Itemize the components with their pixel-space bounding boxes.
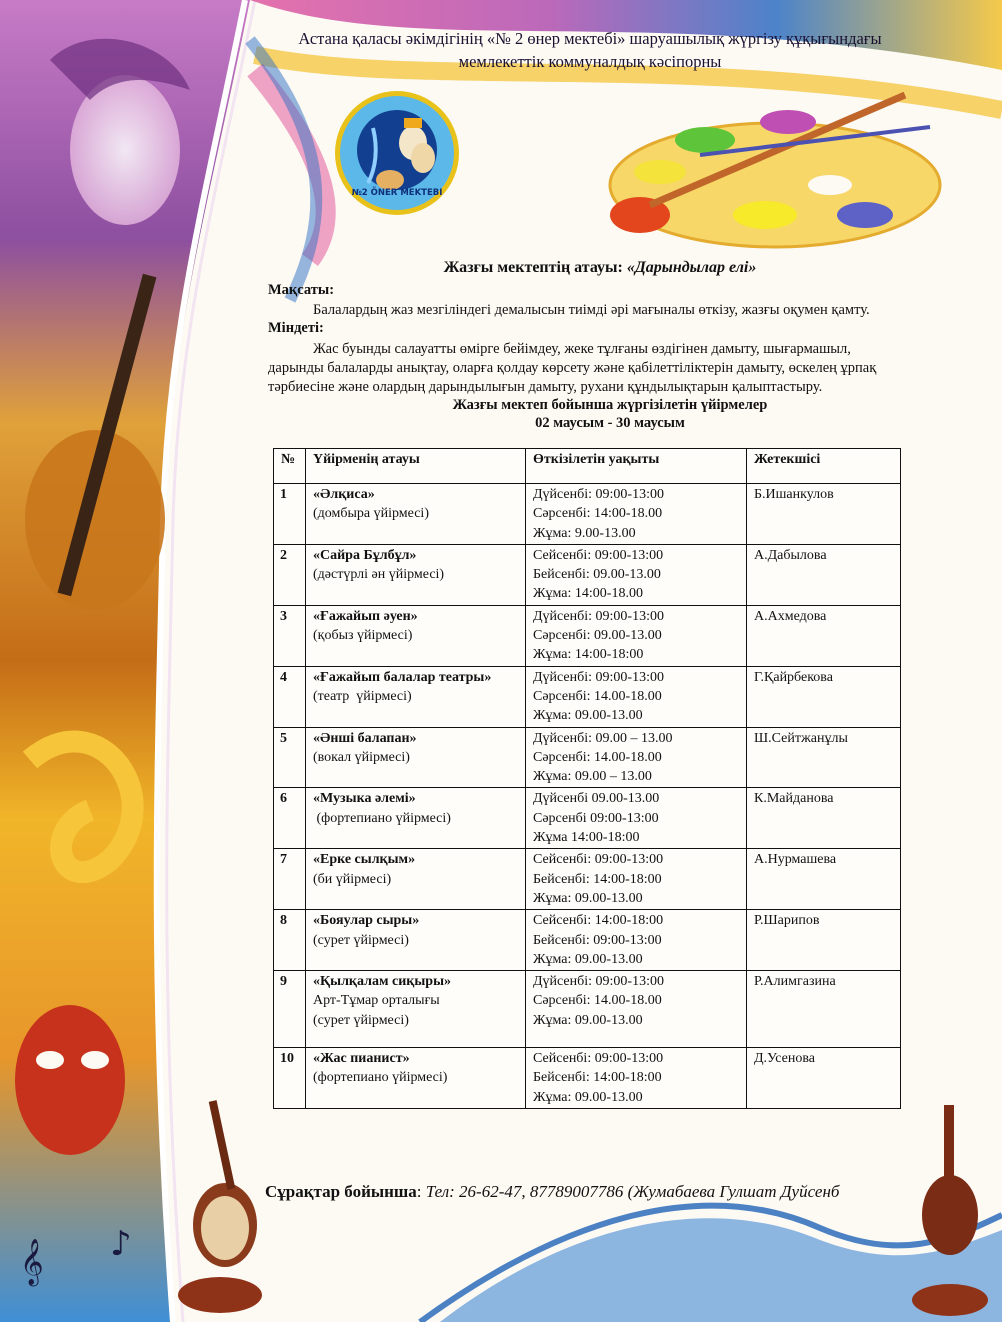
table-row: [274, 727, 901, 788]
cell-number: 7: [274, 849, 306, 910]
schedule-time: Жұма: 09.00-13.00: [533, 1012, 643, 1028]
schedule-time: Сейсенбі: 14:00-18:00: [533, 913, 664, 929]
schedule-time: Жұма: 9.00-13.00: [533, 525, 636, 541]
club-description: (вокал үйірмесі): [313, 749, 410, 765]
club-description: (фортепиано үйірмесі): [313, 1070, 448, 1086]
table-row: [274, 849, 901, 910]
club-description: (домбыра үйірмесі): [313, 506, 429, 522]
cell-time: [526, 666, 747, 727]
schedule-time: Жұма: 14:00-18:00: [533, 647, 644, 663]
table-row: [274, 1048, 901, 1109]
cell-time: [526, 1048, 747, 1109]
club-name: «Әлқиса»: [313, 487, 375, 502]
cell-club-name: [306, 1048, 526, 1109]
cell-leader: Д.Усенова: [747, 1048, 901, 1109]
schedule-time: Бейсенбі: 14:00-18:00: [533, 1070, 662, 1086]
cell-number: 10: [274, 1048, 306, 1109]
logo-text: №2 ÖNER MEKTEBI: [351, 188, 443, 198]
club-description: (фортепиано үйірмесі): [313, 810, 451, 826]
task-label: Міндеті:: [268, 320, 324, 336]
schedule-time: Сәрсенбі: 14.00-18.00: [533, 688, 662, 704]
cell-leader: А.Дабылова: [747, 544, 901, 605]
schedule-time: Дүйсенбі: 09:00-13:00: [533, 669, 664, 685]
schedule-time: Дүйсенбі 09.00-13.00: [533, 791, 660, 807]
club-name: «Ерке сылқым»: [313, 852, 416, 868]
contact-label: Сұрақтар бойынша: [265, 1182, 417, 1201]
cell-number: 9: [274, 971, 306, 1048]
club-name: «Музыка әлемі»: [313, 791, 416, 807]
table-header-row: [274, 449, 901, 484]
club-name: «Ғажайып балалар театры»: [313, 669, 492, 685]
cell-leader: Г.Қайрбекова: [747, 666, 901, 727]
column-header-club-name: Үйірменің атауы: [306, 449, 526, 484]
cell-leader: Б.Ишанкулов: [747, 484, 901, 545]
schedule-time: Дүйсенбі: 09:00-13:00: [533, 608, 664, 624]
contact-footer: [265, 1182, 839, 1202]
cell-leader: А.Ахмедова: [747, 605, 901, 666]
table-row: [274, 910, 901, 971]
schedule-time: Сәрсенбі: 09.00-13.00: [533, 628, 662, 644]
cell-leader: А.Нурмашева: [747, 849, 901, 910]
schedule-time: Дүйсенбі: 09:00-13:00: [533, 487, 664, 502]
cell-number: 8: [274, 910, 306, 971]
club-name: «Сайра Бұлбұл»: [313, 547, 417, 563]
cell-time: [526, 544, 747, 605]
schedule-time: Жұма: 09.00-13.00: [533, 1089, 643, 1105]
cell-club-name: [306, 727, 526, 788]
school-logo: [328, 88, 466, 218]
club-name: «Ғажайып әуен»: [313, 608, 418, 624]
cell-time: [526, 605, 747, 666]
cell-club-name: [306, 666, 526, 727]
club-description: (би үйірмесі): [313, 871, 392, 887]
cell-number: 1: [274, 484, 306, 545]
cell-time: [526, 727, 747, 788]
schedule-time: Сәрсенбі: 14:00-18.00: [533, 506, 663, 522]
cell-time: [526, 788, 747, 849]
cell-time: [526, 484, 747, 545]
header-organization-line1: Астана қаласы әкімдігінің «№ 2 өнер мектебі» шаруашылық жүргізу құқығындағы: [298, 29, 882, 48]
title-name: «Дарындылар елі»: [626, 259, 757, 276]
club-description: (дәстүрлі ән үйірмесі): [313, 567, 445, 583]
table-row: [274, 484, 901, 545]
svg-text:♪: ♪: [110, 1224, 132, 1264]
cell-number: 6: [274, 788, 306, 849]
cell-time: [526, 849, 747, 910]
cell-number: 3: [274, 605, 306, 666]
schedule-dates: 02 маусым - 30 маусым: [535, 415, 685, 431]
cell-number: 4: [274, 666, 306, 727]
schedule-heading: Жазғы мектеп бойынша жүргізілетін үйірмелер: [452, 397, 768, 413]
column-header-leader: Жетекшісі: [747, 449, 901, 484]
club-name: «Бояулар сыры»: [313, 913, 420, 929]
club-name: «Қылқалам сиқыры»: [313, 974, 452, 990]
contact-info: Тел: 26-62-47, 87789007786 (Жумабаева Гулшат Дуйсенб: [425, 1182, 840, 1201]
goal-label: Мақсаты:: [268, 282, 335, 298]
schedule-time: Сейсенбі: 09:00-13:00: [533, 547, 664, 563]
schedule-time: Жұма: 14:00-18.00: [533, 586, 643, 602]
schedule-time: Сәрсенбі: 14.00-18.00: [533, 993, 662, 1009]
club-description: Арт-Тұмар орталығы: [313, 993, 440, 1009]
cell-leader: Р.Алимгазина: [747, 971, 901, 1048]
cell-club-name: [306, 484, 526, 545]
svg-text:𝄞: 𝄞: [20, 1239, 44, 1285]
schedule-time: Жұма: 09.00-13.00: [533, 890, 643, 906]
schedule-time: Жұма: 09.00-13.00: [533, 951, 643, 967]
club-description: (қобыз үйірмесі): [313, 628, 413, 644]
schedule-time: Бейсенбі: 14:00-18:00: [533, 871, 662, 887]
schedule-time: Жұма 14:00-18:00: [533, 830, 640, 846]
column-header-time: Өткізілетін уақыты: [526, 449, 747, 484]
table-row: [274, 666, 901, 727]
schedule-table: [273, 448, 901, 1109]
schedule-time: Дүйсенбі: 09:00-13:00: [533, 974, 664, 990]
summer-school-title: [260, 259, 940, 277]
table-row: [274, 605, 901, 666]
column-header-number: №: [274, 449, 306, 484]
cell-club-name: [306, 788, 526, 849]
cell-leader: Р.Шарипов: [747, 910, 901, 971]
header-organization-line2: мемлекеттік коммуналдық кәсіпорны: [458, 52, 722, 71]
title-prefix: Жазғы мектептің атауы:: [443, 259, 627, 276]
cell-time: [526, 910, 747, 971]
club-name: «Жас пианист»: [313, 1051, 410, 1067]
cell-leader: К.Майданова: [747, 788, 901, 849]
schedule-time: Сейсенбі: 09:00-13:00: [533, 852, 664, 868]
schedule-time: Сәрсенбі: 14.00-18.00: [533, 749, 662, 765]
table-row: [274, 971, 901, 1048]
schedule-time: Бейсенбі: 09:00-13:00: [533, 932, 662, 948]
cell-club-name: [306, 605, 526, 666]
club-name: «Әнші балапан»: [313, 730, 417, 746]
schedule-time: Жұма: 09.00 – 13.00: [533, 769, 652, 785]
cell-time: [526, 971, 747, 1048]
cell-club-name: [306, 910, 526, 971]
contact-colon: :: [416, 1182, 426, 1201]
cell-number: 2: [274, 544, 306, 605]
schedule-time: Дүйсенбі: 09.00 – 13.00: [533, 730, 673, 746]
task-text-line1: Жас буынды салауатты өмірге бейімдеу, жеке тұлғаны өздігінен дамыту, шығармашыл,: [313, 341, 851, 357]
table-row: [274, 544, 901, 605]
cell-leader: Ш.Сейтжанұлы: [747, 727, 901, 788]
task-text-line3: тәрбиесіне және олардың дарындылығын дамыту, рухани құндылықтарын қалыптастыру.: [268, 379, 823, 395]
goal-text: Балалардың жаз мезгіліндегі демалысын тиімді әрі мағыналы өткізу, жазғы оқумен қамту.: [313, 302, 870, 318]
schedule-time: Сейсенбі: 09:00-13:00: [533, 1051, 664, 1067]
schedule-time: Бейсенбі: 09.00-13.00: [533, 567, 661, 583]
cell-club-name: [306, 971, 526, 1048]
cell-club-name: [306, 544, 526, 605]
table-row: [274, 788, 901, 849]
club-description: (театр үйірмесі): [313, 688, 412, 704]
cell-club-name: [306, 849, 526, 910]
club-description: (сурет үйірмесі): [313, 932, 409, 948]
schedule-time: Сәрсенбі 09:00-13:00: [533, 810, 659, 826]
task-text-line2: дарынды балаларды анықтау, оларға қолдау көрсету және қабілеттіліктерін дамыту, өскелең ұрпақ: [268, 360, 877, 376]
cell-number: 5: [274, 727, 306, 788]
club-description: (сурет үйірмесі): [313, 1012, 409, 1028]
schedule-time: Жұма: 09.00-13.00: [533, 708, 643, 724]
